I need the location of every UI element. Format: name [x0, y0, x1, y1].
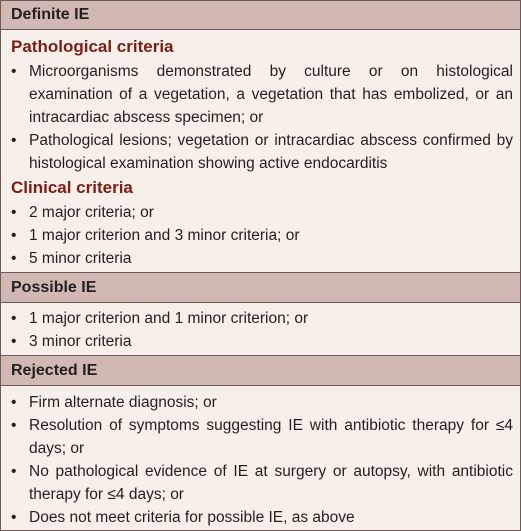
list-item-text: Pathological lesions; vegetation or intracardiac abscess confirmed by histological examination showing active endocarditis — [29, 132, 513, 172]
bullet: • — [11, 394, 17, 411]
subheading-pathological-criteria: Pathological criteria — [11, 37, 174, 56]
list-item-text: 3 minor criteria — [29, 333, 132, 350]
list-item-text: No pathological evidence of IE at surgery or autopsy, with antibiotic therapy for ≤4 days; or — [29, 463, 513, 503]
list-item — [11, 506, 513, 529]
list-item-text: 2 major criteria; or — [29, 204, 154, 221]
bullet: • — [11, 227, 17, 244]
list-item — [11, 460, 513, 506]
list-item — [11, 129, 513, 175]
list-item — [11, 391, 513, 414]
bullet: • — [11, 310, 17, 327]
bullet: • — [11, 250, 17, 267]
list-item-text: Does not meet criteria for possible IE, as above — [29, 509, 355, 526]
list-item — [11, 330, 513, 353]
list-item — [11, 60, 513, 129]
bullet: • — [11, 132, 17, 149]
list-item-text: Microorganisms demonstrated by culture or on histological examination of a vegetation, a vegetation that has embolized, or an intracardiac abscess specimen; or — [29, 63, 513, 126]
subheading-clinical-criteria: Clinical criteria — [11, 178, 133, 197]
section-header-possible-ie: Possible IE — [1, 272, 520, 303]
list-item — [11, 307, 513, 330]
list-item — [11, 414, 513, 460]
bullet: • — [11, 204, 17, 221]
list-item-text: 1 major criterion and 1 minor criterion; or — [29, 310, 309, 327]
list-item — [11, 247, 513, 270]
bullet: • — [11, 417, 17, 434]
bullet: • — [11, 333, 17, 350]
list-item-text: 1 major criterion and 3 minor criteria; or — [29, 227, 300, 244]
list-item — [11, 201, 513, 224]
list-item-text: Firm alternate diagnosis; or — [29, 394, 217, 411]
bullet: • — [11, 63, 17, 80]
list-item-text: Resolution of symptoms suggesting IE with antibiotic therapy for ≤4 days; or — [29, 417, 513, 457]
list-item-text: 5 minor criteria — [29, 250, 132, 267]
list-item — [11, 224, 513, 247]
section-header-definite-ie: Definite IE — [1, 1, 520, 30]
bullet: • — [11, 463, 17, 480]
bullet: • — [11, 509, 17, 526]
section-header-rejected-ie: Rejected IE — [1, 355, 520, 386]
